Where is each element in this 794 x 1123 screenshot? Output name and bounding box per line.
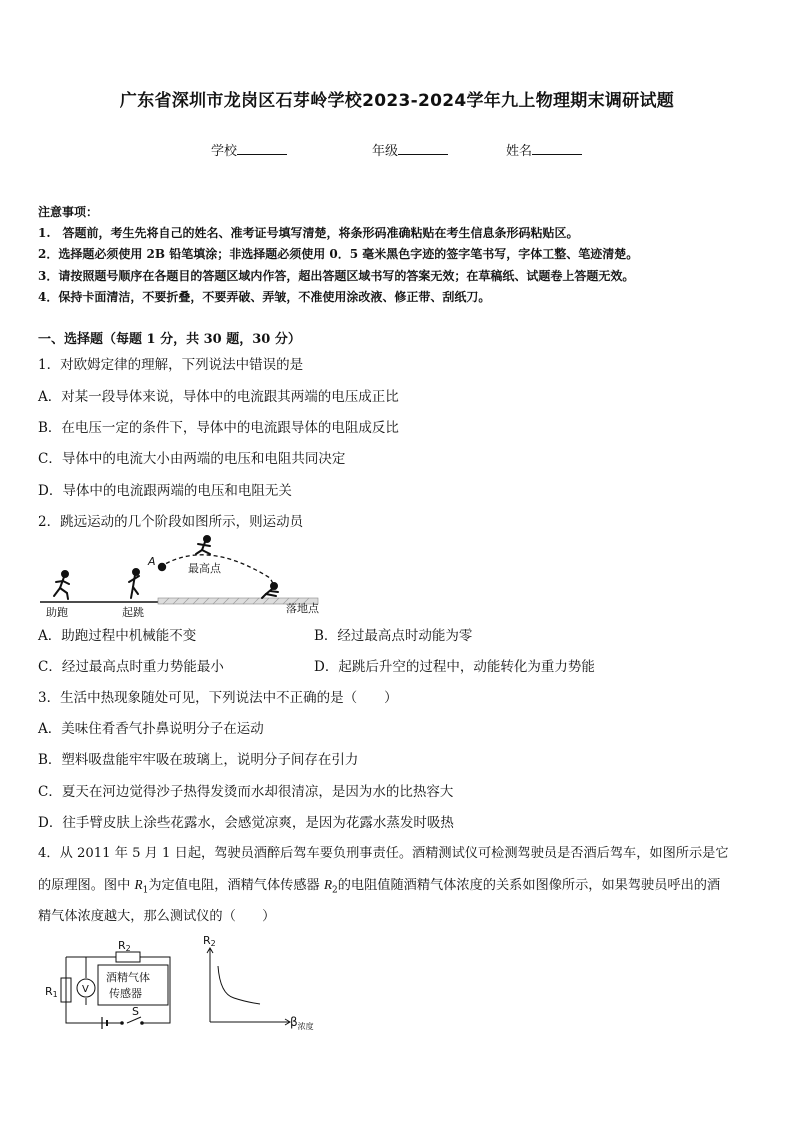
r1-label: R1 [45, 985, 58, 999]
page-title: 广东省深圳市龙岗区石芽岭学校2023-2024学年九上物理期末调研试题 [119, 91, 675, 111]
q2-stem: 2．跳远运动的几个阶段如图所示，则运动员 [38, 514, 304, 530]
q1-option-b[interactable]: B．在电压一定的条件下，导体中的电流跟导体的电阻成反比 [38, 420, 399, 436]
name-field[interactable]: 姓名 [506, 140, 582, 159]
runner-icon [54, 571, 69, 599]
q1-stem: 1．对欧姆定律的理解，下列说法中错误的是 [38, 357, 304, 373]
q4-stem-line1: 4．从 2011 年 5 月 1 日起，驾驶员酒醉后驾车要负刑事责任。酒精测试仪可检测驾驶员是否酒后驾车，如图所示是它 [38, 846, 729, 861]
x-axis-label: $\beta_{浓度}$ [290, 1015, 314, 1031]
highest-point-label: 最高点 [188, 562, 221, 575]
y-axis-label: R2 [203, 934, 216, 948]
note-item: 2．选择题必须使用 2B 铅笔填涂；非选择题必须使用 0．5 毫米黑色字迹的签字笔书写，字体工整、笔迹清楚。 [38, 247, 639, 262]
q1-option-c[interactable]: C．导体中的电流大小由两端的电压和电阻共同决定 [38, 451, 346, 467]
q4-stem-line3: 精气体浓度越大，那么测试仪的（ ） [38, 909, 276, 924]
landing-label: 落地点 [286, 602, 319, 615]
q1-option-d[interactable]: D．导体中的电流跟两端的电压和电阻无关 [38, 483, 292, 499]
q3-option-c[interactable]: C．夏天在河边觉得沙子热得发烫而水却很清凉，是因为水的比热容大 [38, 784, 454, 800]
takeoff-icon [129, 569, 139, 598]
r2-concentration-graph [198, 932, 333, 1032]
point-a-dot [158, 563, 166, 571]
notes-block [38, 202, 638, 308]
notes-heading: 注意事项： [38, 205, 99, 219]
name-blank[interactable] [532, 141, 582, 155]
q4-stem-line2: 的原理图。图中 $R_1$为定值电阻，酒精气体传感器 $R_2$的电阻值随酒精气体浓度的关系如图像所示，如果驾驶员呼出的酒 [38, 877, 721, 896]
note-item: 4．保持卡面清洁，不要折叠，不要弄破、弄皱，不准使用涂改液、修正带、刮纸刀。 [38, 289, 491, 304]
switch-label: S [132, 1005, 139, 1018]
q3-stem: 3．生活中热现象随处可见，下列说法中不正确的是（ ） [38, 690, 398, 706]
q2-option-b[interactable]: B．经过最高点时动能为零 [314, 628, 473, 644]
q3-option-d[interactable]: D．往手臂皮肤上涂些花露水，会感觉凉爽，是因为花露水蒸发时吸热 [38, 815, 454, 831]
school-field[interactable]: 学校 [211, 140, 287, 159]
q3-option-b[interactable]: B．塑料吸盘能牢牢吸在玻璃上，说明分子间存在引力 [38, 752, 359, 768]
grade-blank[interactable] [398, 141, 448, 155]
landing-icon [262, 583, 278, 598]
jumper-icon [196, 536, 210, 554]
school-blank[interactable] [237, 141, 287, 155]
q2-option-a[interactable]: A．助跑过程中机械能不变 [38, 628, 197, 644]
run-label: 助跑 [46, 606, 68, 619]
r2-curve [218, 966, 260, 1004]
point-a-label: A [148, 555, 156, 568]
long-jump-figure [38, 530, 338, 620]
note-item: 3．请按照题号顺序在各题目的答题区域内作答，超出答题区域书写的答案无效；在草稿纸、试题卷上答题无效。 [38, 268, 635, 283]
r2-label: R2 [118, 939, 131, 953]
q2-option-d[interactable]: D．起跳后升空的过程中，动能转化为重力势能 [314, 659, 595, 675]
note-item: 1. 答题前，考生先将自己的姓名、准考证号填写清楚，将条形码准确粘贴在考生信息条形码粘贴区。 [38, 226, 579, 241]
takeoff-label: 起跳 [122, 606, 144, 619]
grade-field[interactable]: 年级 [372, 140, 448, 159]
q1-option-a[interactable]: A．对某一段导体来说，导体中的电流跟其两端的电压成正比 [38, 389, 399, 405]
section-heading: 一、选择题（每题 1 分，共 30 题，30 分） [38, 332, 301, 347]
q3-option-a[interactable]: A．美味住肴香气扑鼻说明分子在运动 [38, 721, 264, 737]
voltmeter-label: V [82, 984, 89, 995]
r2-resistor [116, 952, 140, 962]
q2-option-c[interactable]: C．经过最高点时重力势能最小 [38, 659, 224, 675]
sensor-label-2: 传感器 [109, 987, 142, 1000]
circuit-diagram [44, 935, 174, 1030]
sensor-label-1: 酒精气体 [106, 971, 150, 984]
